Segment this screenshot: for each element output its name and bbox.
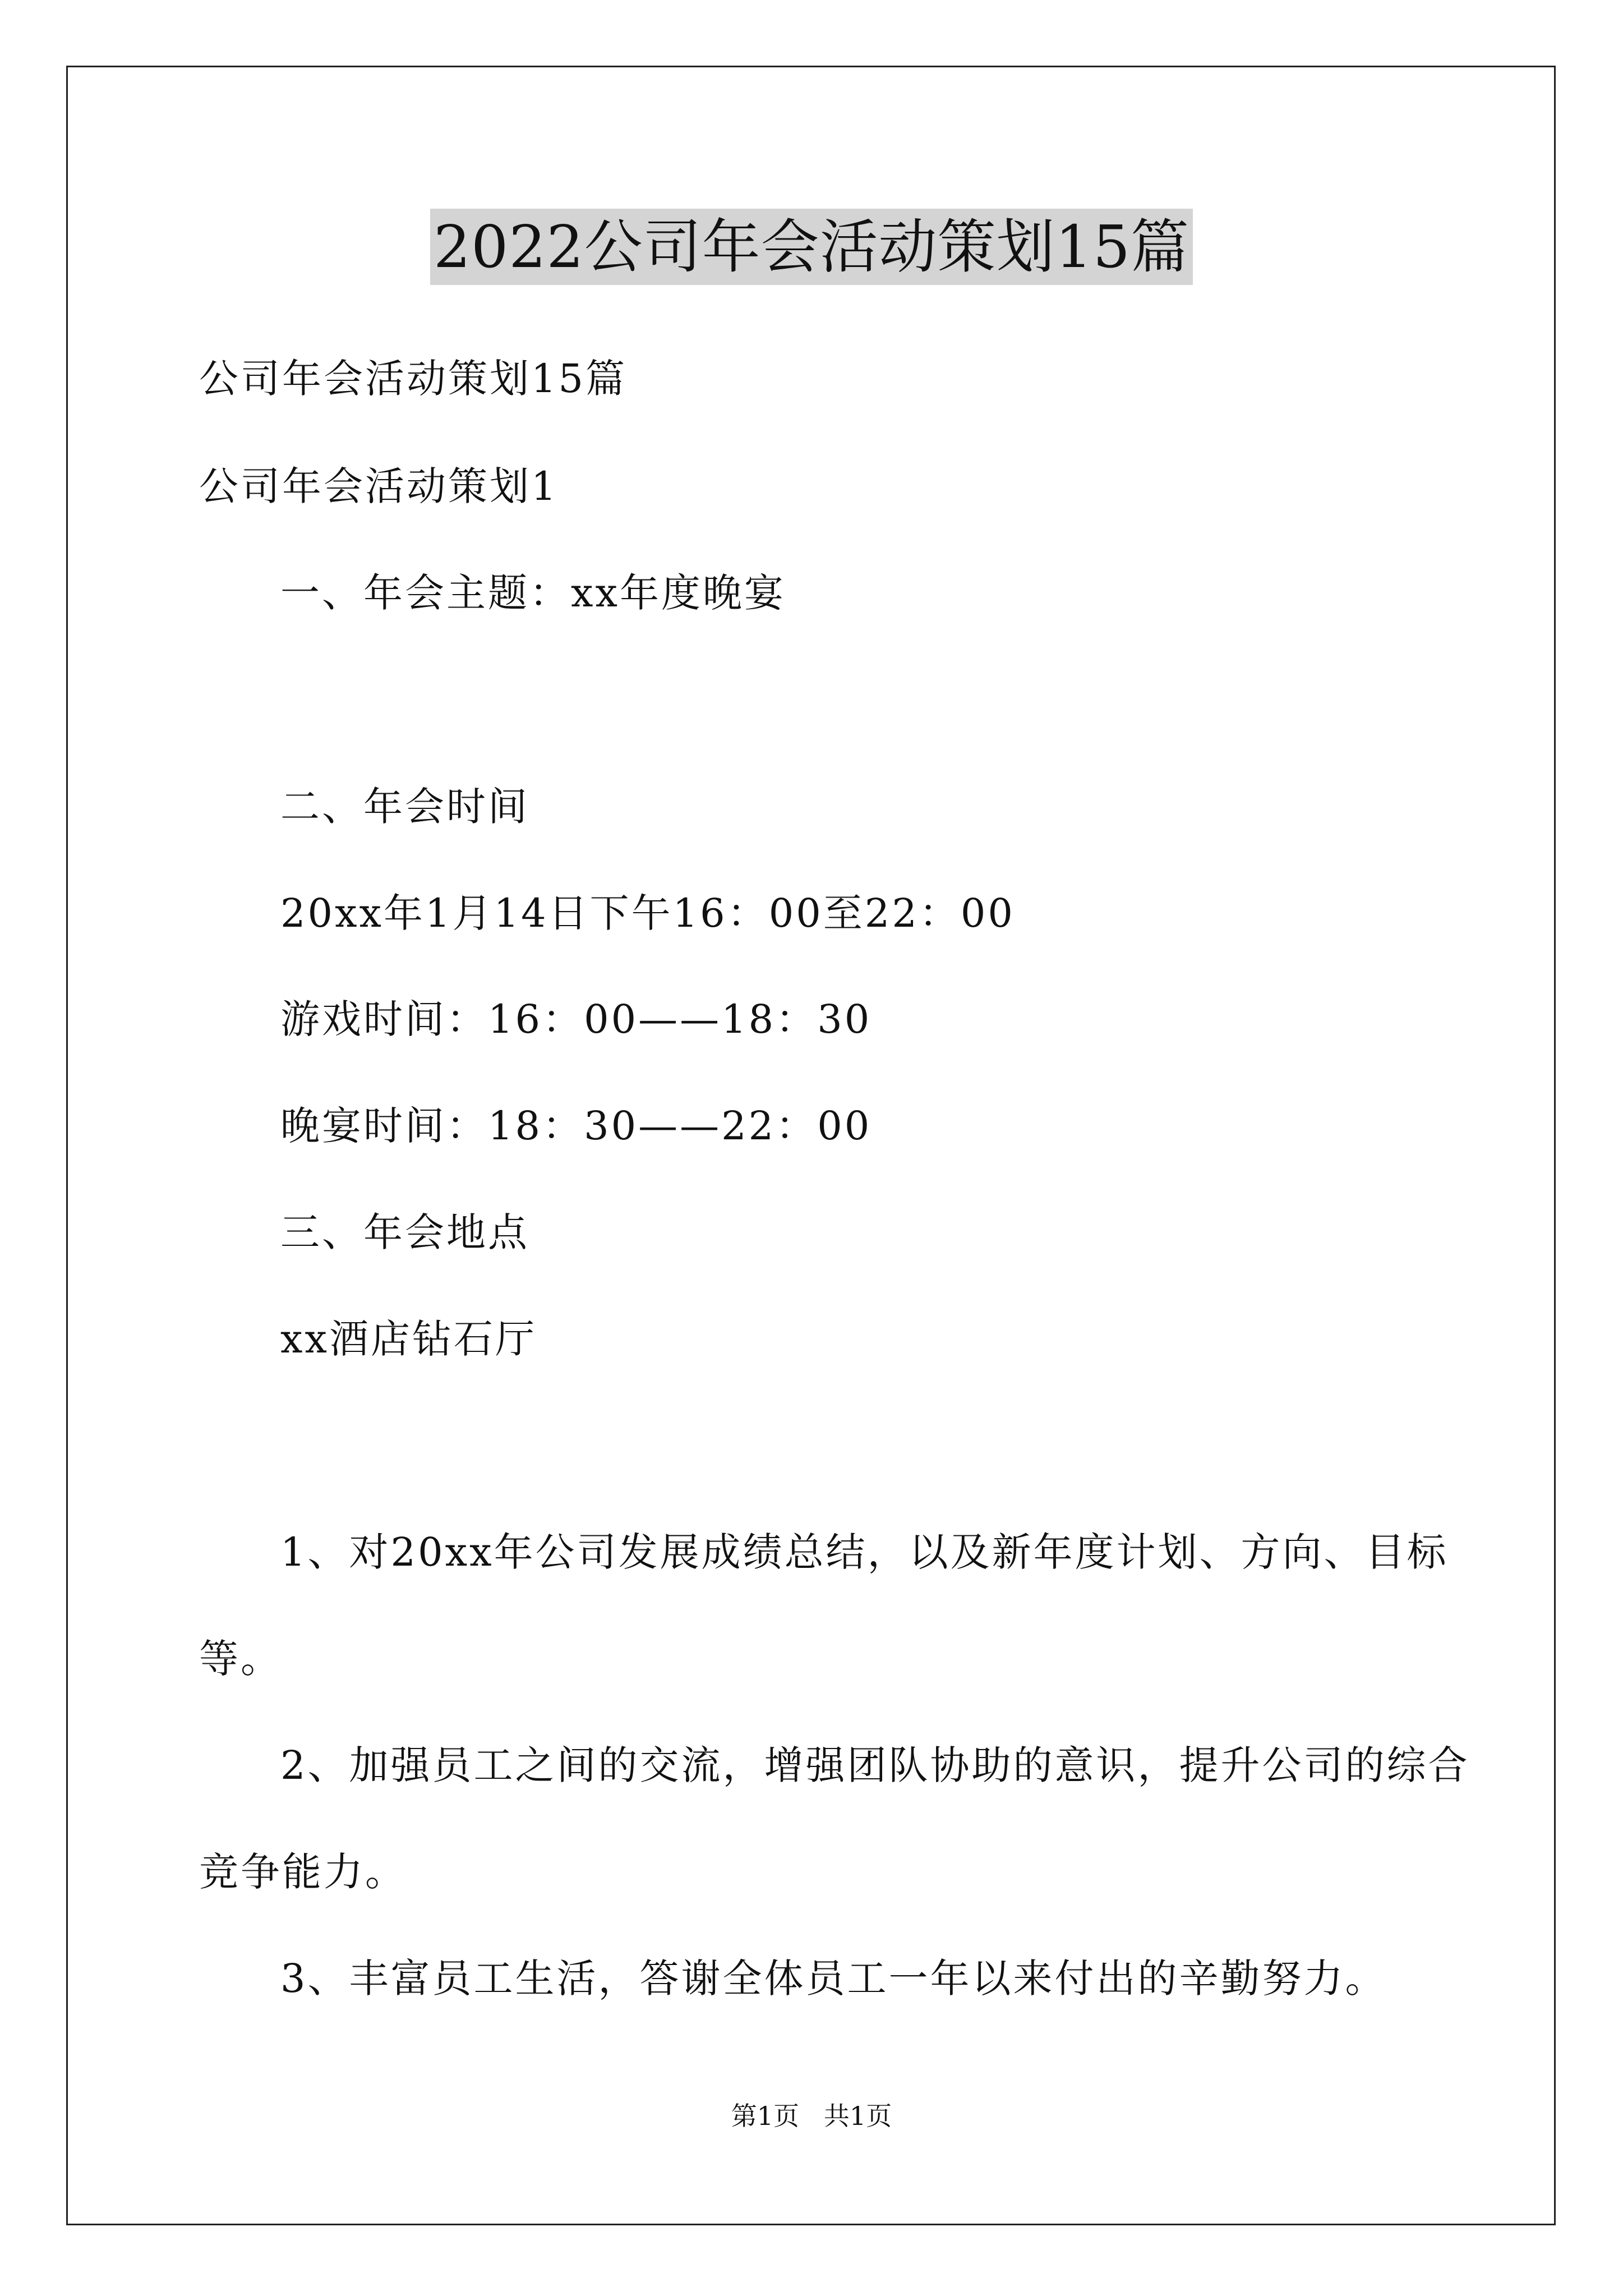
- paragraph-doc-heading: 公司年会活动策划15篇: [199, 356, 628, 402]
- paragraph-goal-2: 2、加强员工之间的交流，增强团队协助的意识，提升公司的综合: [280, 1742, 1470, 1788]
- paragraph-date: 20xx年1月14日下午16：00至22：00: [280, 890, 1015, 936]
- paragraph-goal-3: 3、丰富员工生活，答谢全体员工一年以来付出的辛勤努力。: [280, 1955, 1387, 2001]
- paragraph-goal-1: 1、对20xx年公司发展成绩总结，以及新年度计划、方向、目标: [280, 1529, 1449, 1575]
- paragraph-goal-2-cont: 竞争能力。: [199, 1849, 407, 1895]
- paragraph-section-heading: 公司年会活动策划1: [199, 463, 559, 509]
- paragraph-theme: 一、年会主题：xx年度晚宴: [280, 570, 786, 616]
- document-title: 2022公司年会活动策划15篇: [430, 209, 1193, 285]
- paragraph-goal-1-cont: 等。: [199, 1636, 282, 1682]
- paragraph-time-heading: 二、年会时间: [280, 784, 529, 830]
- page-footer: 第1页 共1页: [731, 2101, 892, 2131]
- paragraph-dinner-time: 晚宴时间：18：30——22：00: [280, 1103, 872, 1149]
- paragraph-venue: xx酒店钻石厅: [280, 1316, 537, 1362]
- paragraph-game-time: 游戏时间：16：00——18：30: [280, 996, 872, 1042]
- paragraph-venue-heading: 三、年会地点: [280, 1209, 529, 1255]
- title-container: [0, 209, 1623, 285]
